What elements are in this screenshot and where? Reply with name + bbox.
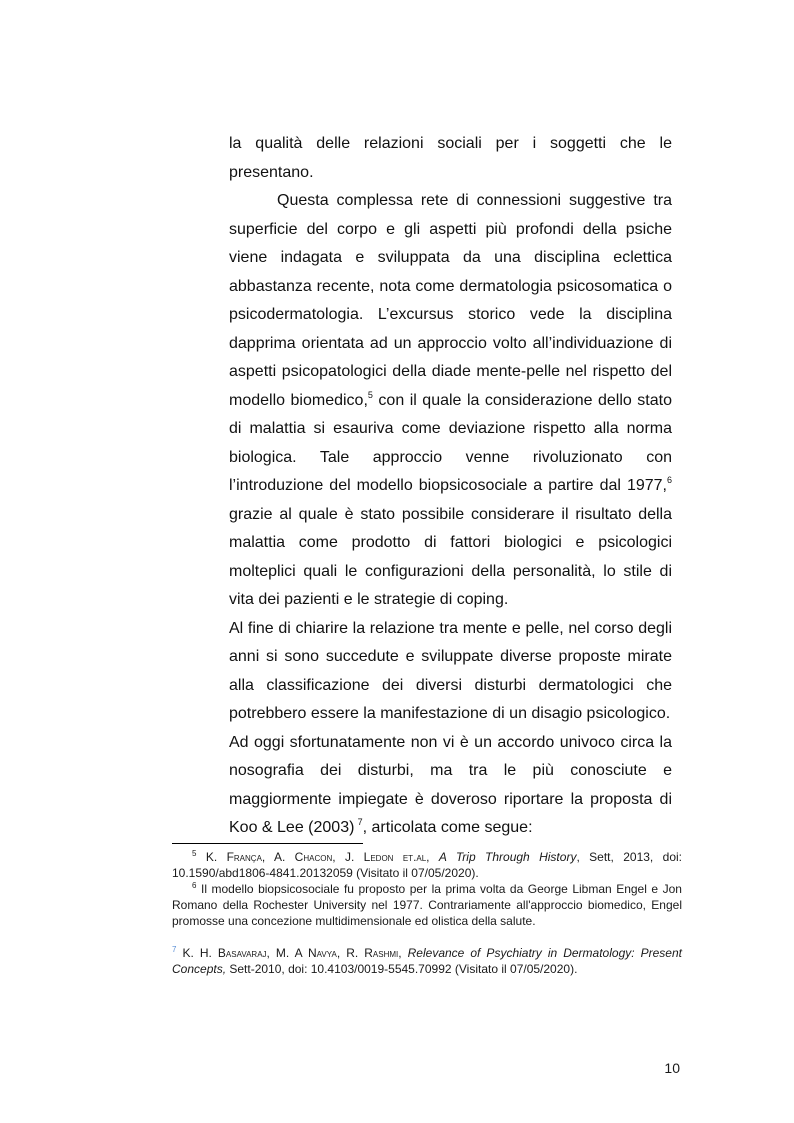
footnote-6-mark: 6: [192, 881, 197, 890]
paragraph-2-part-c: grazie al quale è stato possibile considerare il risultato della malattia come prodotto di fattori biologici e psicologici molteplici quali le configurazioni della personalità, lo stile di vita dei pazienti e le strategie di coping.: [229, 505, 672, 608]
paragraph-1: la qualità delle relazioni sociali per i soggetti che le presentano.: [229, 135, 672, 181]
footnote-5-authors: K. França, A. Chacon, J. Ledon et.al,: [205, 850, 430, 864]
footnote-separator: [172, 843, 363, 844]
footnote-ref-7[interactable]: 7: [357, 817, 363, 827]
page-number: 10: [664, 1060, 680, 1076]
footnote-7-mark: 7: [172, 945, 177, 954]
paragraph-2-part-b: con il quale la considerazione dello stato di malattia si esauriva come deviazione rispetto alla norma biologica. Tale approccio venne rivoluzionato con l’introduzione del modello biopsicosociale a partire dal 1977,: [229, 391, 672, 494]
footnote-7-title: Relevance of Psychiatry in Dermatology: Present Concepts,: [172, 946, 682, 976]
footnote-5-rest: , Sett, 2013, doi: 10.1590/abd1806-4841.20132059 (Visitato il 07/05/2020).: [172, 850, 682, 880]
paragraph-2-part-a: Questa complessa rete di connessioni suggestive tra superficie del corpo e gli aspetti più profondi della psiche viene indagata e sviluppata da una disciplina eclettica abbastanza recente, nota come dermatologia psicosomatica o psicodermatologia. L’excursus storico vede la disciplina dapprima orientata ad un approccio volto all’individuazione di aspetti psicopatologici della diade mente-pelle nel rispetto del modello biomedico,: [229, 192, 672, 409]
paragraph-2: [229, 187, 672, 615]
footnote-ref-6[interactable]: 6: [666, 475, 672, 485]
footnote-6-text: Il modello biopsicosociale fu proposto per la prima volta da George Libman Engel e Jon Romano della Rochester University nel 1977. Contrariamente all'approccio biomedico, Engel promosse una concezione multidimensionale ed olistica della salute.: [172, 882, 682, 928]
paragraph-3: Al fine di chiarire la relazione tra mente e pelle, nel corso degli anni si sono succedute e sviluppate diverse proposte mirate alla classificazione dei diversi disturbi dermatologici che potrebbero essere la manifestazione di un disagio psicologico.: [229, 619, 672, 722]
footnotes: [172, 849, 682, 977]
footnote-ref-5[interactable]: 5: [367, 389, 373, 400]
footnote-gap: [172, 929, 682, 945]
footnote-5: [172, 849, 682, 881]
footnote-5-title: A Trip Through History: [438, 850, 577, 864]
main-text: [229, 130, 672, 843]
paragraph-4: [229, 729, 672, 843]
footnote-7-rest: Sett-2010, doi: 10.4103/0019-5545.70992 (Visitato il 07/05/2020).: [226, 962, 578, 976]
footnote-7: [172, 945, 682, 977]
paragraph-4-part-b: , articolata come segue:: [362, 819, 533, 836]
paragraph-4-part-a: Ad oggi sfortunatamente non vi è un accordo univoco circa la nosografia dei disturbi, ma tra le più conosciute e maggiormente impiegate è doveroso riportare la proposta di Koo & Lee (2003): [229, 733, 672, 836]
footnote-7-authors: K. H. Basavaraj, M. A Navya, R. Rashmi,: [182, 946, 402, 960]
footnote-6: [172, 881, 682, 929]
footnote-5-mark: 5: [192, 849, 197, 858]
